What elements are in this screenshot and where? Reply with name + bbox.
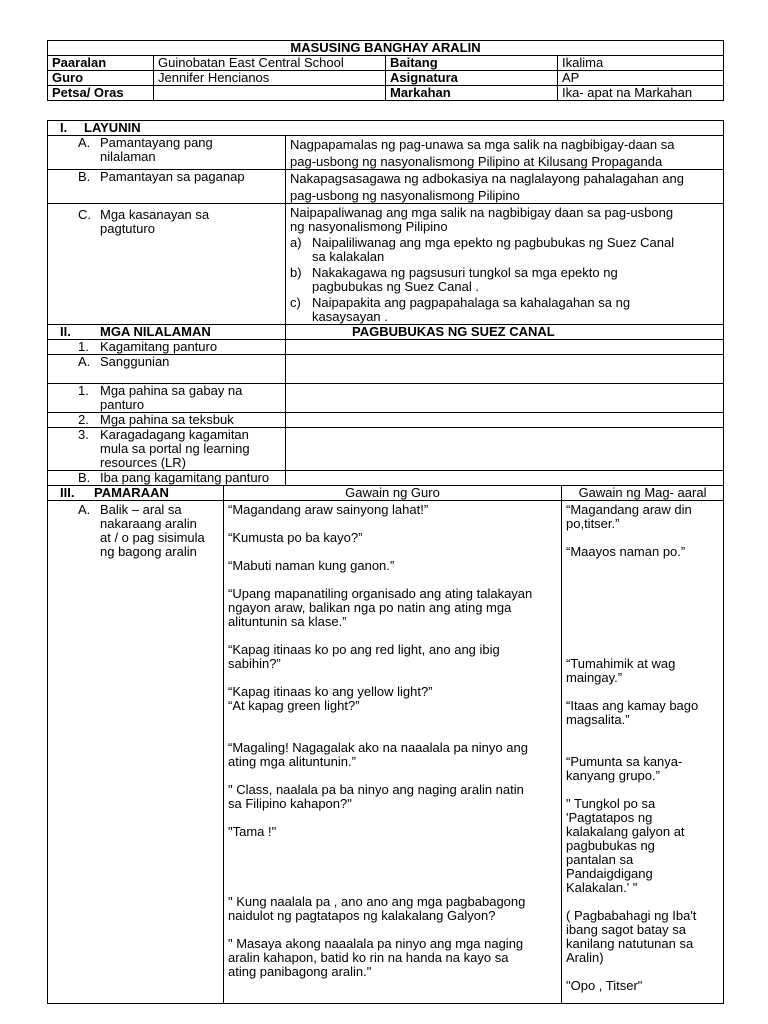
student-line: "Opo , Titser" bbox=[566, 978, 643, 993]
teacher-line: “Kapag itinaas ko ang yellow light?” bbox=[228, 684, 433, 699]
label-asignatura: Asignatura bbox=[386, 71, 558, 86]
student-line: pantalan sa bbox=[566, 852, 634, 867]
teacher-line: "Tama !" bbox=[228, 824, 277, 839]
value-guro: Jennifer Hencianos bbox=[154, 71, 386, 86]
teacher-line: " Kung naalala pa , ano ano ang mga pagbabagong bbox=[228, 894, 526, 909]
student-line: kanyang grupo.” bbox=[566, 768, 660, 783]
layunin-c-label-cell bbox=[48, 204, 286, 325]
column-header-mag-aaral: Gawain ng Mag- aaral bbox=[562, 486, 724, 501]
student-line: po,titser.” bbox=[566, 516, 620, 531]
teacher-line: alituntunin sa klase.” bbox=[228, 614, 347, 629]
label-petsa-oras: Petsa/ Oras bbox=[48, 86, 154, 101]
teacher-line: " Class, naalala pa ba ninyo ang naging aralin natin bbox=[228, 782, 524, 797]
layunin-a-text: Nagpapamalas ng pag-unawa sa mga salik na nagbibigay-daan sa bbox=[290, 137, 675, 152]
item-number: 1. bbox=[78, 339, 89, 354]
objective-letter: a) bbox=[290, 235, 302, 250]
teacher-line: “Magandang araw sainyong lahat!” bbox=[228, 502, 429, 517]
step-title-cont: nakaraang aralin bbox=[100, 516, 197, 531]
objective-b: Nakakagawa ng pagsusuri tungkol sa mga epekto ng bbox=[312, 265, 618, 280]
student-line: magsalita.” bbox=[566, 712, 630, 727]
student-line: “Magandang araw din bbox=[566, 502, 692, 517]
gabay-label bbox=[48, 384, 286, 413]
item-text: Mga pahina sa teksbuk bbox=[100, 412, 234, 427]
item-text: Kagamitang panturo bbox=[100, 339, 218, 354]
student-line: pagbubukas ng bbox=[566, 838, 655, 853]
objective-b-cont: pagbubukas ng Suez Canal . bbox=[312, 279, 479, 294]
kagamitang-panturo-value bbox=[286, 340, 724, 355]
step-title-cont: at / o pag sisimula bbox=[100, 530, 205, 545]
objective-a-cont: sa kalakalan bbox=[312, 249, 385, 264]
layunin-c-text: Naipapaliwanag ang mga salik na nagbibigay daan sa pag-usbong bbox=[290, 205, 674, 220]
teacher-line: “Kapag itinaas ko po ang red light, ano ang ibig bbox=[228, 642, 500, 657]
lesson-plan-table bbox=[47, 120, 724, 1004]
label-guro: Guro bbox=[48, 71, 154, 86]
student-line: Aralin) bbox=[566, 950, 604, 965]
teacher-line: aralin kahapon, batid ko rin na handa na kayo sa bbox=[228, 950, 509, 965]
layunin-c-text-cell bbox=[286, 204, 724, 325]
gawain-guro-cell bbox=[224, 501, 562, 1004]
layunin-b-text: Nakapagsasagawa ng adbokasiya na naglalayong pahalagahan ang bbox=[290, 171, 684, 186]
section-title: LAYUNIN bbox=[84, 120, 141, 135]
student-line: “Maayos naman po.” bbox=[566, 544, 686, 559]
gabay-value bbox=[286, 384, 724, 413]
layunin-b-text-cont: pag-usbong ng nasyonalismong Pilipino bbox=[290, 188, 520, 203]
layunin-a-label-cell bbox=[48, 136, 286, 170]
objective-letter: c) bbox=[290, 295, 301, 310]
student-line: " Tungkol po sa bbox=[566, 796, 656, 811]
section-layunin-header bbox=[48, 121, 724, 136]
teacher-line: sa Filipino kahapon?" bbox=[228, 796, 352, 811]
item-text-cont: resources (LR) bbox=[100, 455, 186, 470]
section-title: MGA NILALAMAN bbox=[100, 324, 211, 339]
step-title-cont: ng bagong aralin bbox=[100, 544, 197, 559]
value-markahan: Ika- apat na Markahan bbox=[558, 86, 724, 101]
student-line: maingay.” bbox=[566, 670, 623, 685]
layunin-c-title: Mga kasanayan sa bbox=[100, 207, 210, 222]
item-text: Mga pahina sa gabay na bbox=[100, 383, 243, 398]
item-text-cont: mula sa portal ng learning bbox=[100, 441, 250, 456]
layunin-b-label-cell bbox=[48, 170, 286, 204]
layunin-a-title-cont: nilalaman bbox=[100, 149, 156, 164]
value-petsa-oras bbox=[154, 86, 386, 101]
teacher-line: sabihin?” bbox=[228, 656, 281, 671]
label-paaralan: Paaralan bbox=[48, 56, 154, 71]
teacher-line: “Magaling! Nagagalak ako na naaalala pa ninyo ang bbox=[228, 740, 528, 755]
student-line: Pandaigdigang bbox=[566, 866, 653, 881]
student-line: “Pumunta sa kanya- bbox=[566, 754, 683, 769]
item-text-cont: panturo bbox=[100, 397, 145, 412]
teacher-line: naidulot ng pagtatapos ng kalakalang Galyon? bbox=[228, 908, 496, 923]
objective-c-cont: kasaysayan . bbox=[312, 309, 388, 324]
item-letter: C. bbox=[78, 207, 91, 222]
iba-pang-kagamitan-value bbox=[286, 471, 724, 486]
objective-letter: b) bbox=[290, 265, 302, 280]
layunin-a-text-cell bbox=[286, 136, 724, 170]
sanggunian-value bbox=[286, 355, 724, 384]
teacher-line: ating mga alituntunin.” bbox=[228, 754, 356, 769]
value-paaralan: Guinobatan East Central School bbox=[154, 56, 386, 71]
item-text: Iba pang kagamitang panturo bbox=[100, 470, 270, 485]
lr-portal-label bbox=[48, 428, 286, 471]
layunin-a-title: Pamantayang pang bbox=[100, 135, 213, 150]
teacher-line: “At kapag green light?” bbox=[228, 698, 360, 713]
student-line: ibang sagot batay sa bbox=[566, 922, 686, 937]
student-line: kalakalang galyon at bbox=[566, 824, 685, 839]
item-text: Sanggunian bbox=[100, 354, 170, 369]
value-asignatura: AP bbox=[558, 71, 724, 86]
student-line: “Itaas ang kamay bago bbox=[566, 698, 699, 713]
item-number: 1. bbox=[78, 383, 89, 398]
document-title: MASUSING BANGHAY ARALIN bbox=[48, 41, 724, 56]
item-number: 3. bbox=[78, 427, 89, 442]
objective-a: Naipaliliwanag ang mga epekto ng pagbubukas ng Suez Canal bbox=[312, 235, 675, 250]
item-letter: B. bbox=[78, 470, 91, 485]
teacher-line: “Mabuti naman kung ganon.” bbox=[228, 558, 395, 573]
teacher-line: ating panibagong aralin." bbox=[228, 964, 372, 979]
student-line: ( Pagbabahagi ng Iba't bbox=[566, 908, 697, 923]
teacher-line: ngayon araw, balikan nga po natin ang ating mga bbox=[228, 600, 512, 615]
item-text: Karagadagang kagamitan bbox=[100, 427, 249, 442]
layunin-a-text-cont: pag-usbong ng nasyonalismong Pilipino at Kilusang Propaganda bbox=[290, 154, 663, 169]
objective-c: Naipapakita ang pagpapahalaga sa kahalagahan sa ng bbox=[312, 295, 631, 310]
section-number: II. bbox=[60, 324, 71, 339]
value-baitang: Ikalima bbox=[558, 56, 724, 71]
teacher-line: " Masaya akong naaalala pa ninyo ang mga naging bbox=[228, 936, 524, 951]
teksbuk-label bbox=[48, 413, 286, 428]
lr-portal-value bbox=[286, 428, 724, 471]
balik-aral-label-cell bbox=[48, 501, 224, 1004]
sanggunian-label bbox=[48, 355, 286, 384]
section-number: III. bbox=[60, 485, 75, 500]
lesson-header-table bbox=[47, 40, 724, 101]
teacher-line: “Kumusta po ba kayo?” bbox=[228, 530, 363, 545]
layunin-c-text-cont: ng nasyonalismong Pilipino bbox=[290, 219, 448, 234]
layunin-b-text-cell bbox=[286, 170, 724, 204]
column-header-guro: Gawain ng Guro bbox=[224, 486, 562, 501]
section-pamaraan-header bbox=[48, 486, 224, 501]
item-letter: B. bbox=[78, 169, 91, 184]
student-line: kanilang natutunan sa bbox=[566, 936, 694, 951]
teacher-line: “Upang mapanatiling organisado ang ating talakayan bbox=[228, 586, 533, 601]
section-number: I. bbox=[60, 120, 68, 135]
item-letter: A. bbox=[78, 354, 91, 369]
layunin-c-title-cont: pagtuturo bbox=[100, 221, 155, 236]
teksbuk-value bbox=[286, 413, 724, 428]
item-letter: A. bbox=[78, 502, 91, 517]
student-line: “Tumahimik at wag bbox=[566, 656, 676, 671]
label-markahan: Markahan bbox=[386, 86, 558, 101]
iba-pang-kagamitan-label bbox=[48, 471, 286, 486]
gawain-mag-aaral-cell bbox=[562, 501, 724, 1004]
section-nilalaman-header bbox=[48, 325, 286, 340]
step-title: Balik – aral sa bbox=[100, 502, 182, 517]
layunin-b-title: Pamantayan sa paganap bbox=[100, 169, 245, 184]
item-number: 2. bbox=[78, 412, 89, 427]
section-title: PAMARAAN bbox=[94, 485, 169, 500]
student-line: Kalakalan.' " bbox=[566, 880, 638, 895]
label-baitang: Baitang bbox=[386, 56, 558, 71]
item-letter: A. bbox=[78, 135, 91, 150]
kagamitang-panturo-label bbox=[48, 340, 286, 355]
lesson-topic: PAGBUBUKAS NG SUEZ CANAL bbox=[286, 325, 724, 340]
student-line: 'Pagtatapos ng bbox=[566, 810, 653, 825]
